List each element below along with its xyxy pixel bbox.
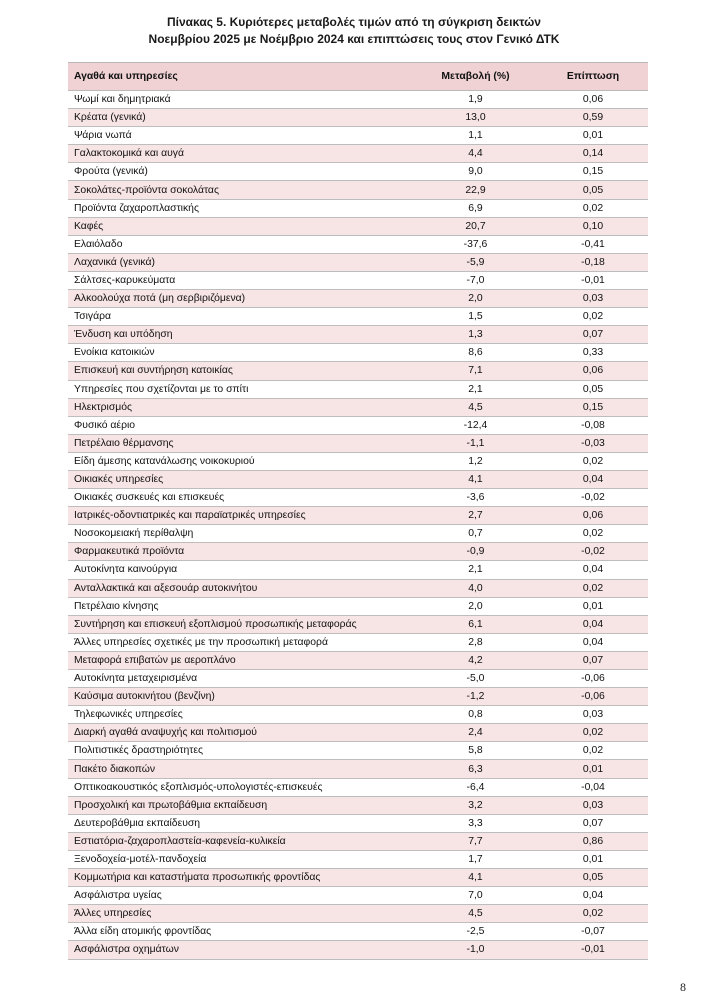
table-row <box>68 235 648 253</box>
cell-change: -5,9 <box>413 253 538 271</box>
table-row <box>68 416 648 434</box>
table-row <box>68 796 648 814</box>
cell-item: Ένδυση και υπόδηση <box>68 326 413 344</box>
cell-change: -3,6 <box>413 489 538 507</box>
cell-impact: -0,18 <box>538 253 648 271</box>
cell-change: 8,6 <box>413 344 538 362</box>
cell-item: Ιατρικές-οδοντιατρικές και παραϊατρικές υπηρεσίες <box>68 507 413 525</box>
cell-impact: 0,01 <box>538 850 648 868</box>
cell-item: Τηλεφωνικές υπηρεσίες <box>68 706 413 724</box>
table-row <box>68 398 648 416</box>
table-row <box>68 724 648 742</box>
table-row <box>68 561 648 579</box>
cell-change: 9,0 <box>413 163 538 181</box>
cell-impact: 0,10 <box>538 217 648 235</box>
cell-item: Καφές <box>68 217 413 235</box>
cell-item: Προσχολική και πρωτοβάθμια εκπαίδευση <box>68 796 413 814</box>
cell-item: Άλλα είδη ατομικής φροντίδας <box>68 923 413 941</box>
cell-change: 0,7 <box>413 525 538 543</box>
cell-impact: 0,07 <box>538 326 648 344</box>
cell-impact: 0,04 <box>538 470 648 488</box>
cell-impact: 0,06 <box>538 507 648 525</box>
cell-item: Ενοίκια κατοικιών <box>68 344 413 362</box>
table-row <box>68 941 648 959</box>
cell-impact: 0,02 <box>538 199 648 217</box>
cell-impact: 0,86 <box>538 832 648 850</box>
cell-change: 2,0 <box>413 597 538 615</box>
cell-item: Καύσιμα αυτοκινήτου (βενζίνη) <box>68 688 413 706</box>
table-row <box>68 760 648 778</box>
title-line-1: Πίνακας 5. Κυριότερες μεταβολές τιμών από τη σύγκριση δεικτών <box>167 15 541 29</box>
cell-change: 3,3 <box>413 814 538 832</box>
cell-impact: 0,04 <box>538 615 648 633</box>
cell-change: 6,9 <box>413 199 538 217</box>
cell-item: Σάλτσες-καρυκεύματα <box>68 271 413 289</box>
cell-item: Σοκολάτες-προϊόντα σοκολάτας <box>68 181 413 199</box>
table-row <box>68 651 648 669</box>
cell-impact: 0,59 <box>538 109 648 127</box>
title-line-2: Νοεμβρίου 2025 με Νοέμβριο 2024 και επιπτώσεις τους στον Γενικό ΔΤΚ <box>148 32 560 46</box>
table-row <box>68 253 648 271</box>
cell-item: Ψωμί και δημητριακά <box>68 91 413 109</box>
cell-item: Ασφάλιστρα υγείας <box>68 887 413 905</box>
cell-change: 6,1 <box>413 615 538 633</box>
cell-change: -5,0 <box>413 670 538 688</box>
header-goods-services: Αγαθά και υπηρεσίες <box>68 63 413 91</box>
cell-item: Διαρκή αγαθά αναψυχής και πολιτισμού <box>68 724 413 742</box>
cell-change: 4,2 <box>413 651 538 669</box>
table-row <box>68 362 648 380</box>
cell-item: Αυτοκίνητα μεταχειρισμένα <box>68 670 413 688</box>
cell-item: Οικιακές υπηρεσίες <box>68 470 413 488</box>
table-row <box>68 380 648 398</box>
cell-impact: 0,01 <box>538 127 648 145</box>
cell-item: Κρέατα (γενικά) <box>68 109 413 127</box>
table-row <box>68 778 648 796</box>
cell-impact: 0,14 <box>538 145 648 163</box>
cell-item: Μεταφορά επιβατών με αεροπλάνο <box>68 651 413 669</box>
cell-change: -2,5 <box>413 923 538 941</box>
cell-impact: 0,02 <box>538 742 648 760</box>
cell-impact: -0,41 <box>538 235 648 253</box>
table-row <box>68 271 648 289</box>
cell-change: 4,4 <box>413 145 538 163</box>
table-row <box>68 290 648 308</box>
table-row <box>68 923 648 941</box>
cell-change: 2,8 <box>413 633 538 651</box>
table-row <box>68 742 648 760</box>
cell-item: Φρούτα (γενικά) <box>68 163 413 181</box>
cell-change: 4,0 <box>413 579 538 597</box>
cell-change: 7,0 <box>413 887 538 905</box>
table-row <box>68 344 648 362</box>
cell-change: 7,7 <box>413 832 538 850</box>
cell-item: Ξενοδοχεία-μοτέλ-πανδοχεία <box>68 850 413 868</box>
table-row <box>68 470 648 488</box>
cell-impact: 0,04 <box>538 887 648 905</box>
cell-change: 1,9 <box>413 91 538 109</box>
cell-impact: 0,04 <box>538 561 648 579</box>
cell-impact: 0,01 <box>538 760 648 778</box>
cell-change: 4,1 <box>413 470 538 488</box>
cell-item: Οικιακές συσκευές και επισκευές <box>68 489 413 507</box>
cell-change: -0,9 <box>413 543 538 561</box>
table-row <box>68 489 648 507</box>
cell-item: Γαλακτοκομικά και αυγά <box>68 145 413 163</box>
cell-change: 1,2 <box>413 452 538 470</box>
table-row <box>68 308 648 326</box>
cell-impact: 0,07 <box>538 651 648 669</box>
cell-impact: -0,07 <box>538 923 648 941</box>
table-row <box>68 905 648 923</box>
cell-item: Πετρέλαιο θέρμανσης <box>68 434 413 452</box>
cell-change: -1,2 <box>413 688 538 706</box>
cell-change: 22,9 <box>413 181 538 199</box>
cell-change: 1,5 <box>413 308 538 326</box>
cell-change: -1,1 <box>413 434 538 452</box>
cell-item: Τσιγάρα <box>68 308 413 326</box>
cell-impact: 0,04 <box>538 633 648 651</box>
cell-change: 2,4 <box>413 724 538 742</box>
cell-impact: 0,02 <box>538 525 648 543</box>
table-row <box>68 181 648 199</box>
cell-item: Εστιατόρια-ζαχαροπλαστεία-καφενεία-κυλικεία <box>68 832 413 850</box>
table-row <box>68 597 648 615</box>
cell-impact: -0,06 <box>538 670 648 688</box>
table-row <box>68 688 648 706</box>
page-number: 8 <box>680 980 686 994</box>
cell-item: Προϊόντα ζαχαροπλαστικής <box>68 199 413 217</box>
cell-item: Συντήρηση και επισκευή εξοπλισμού προσωπικής μεταφοράς <box>68 615 413 633</box>
cell-impact: -0,02 <box>538 489 648 507</box>
table-row <box>68 452 648 470</box>
cell-item: Ψάρια νωπά <box>68 127 413 145</box>
table-row <box>68 869 648 887</box>
table-row <box>68 850 648 868</box>
cell-impact: -0,02 <box>538 543 648 561</box>
cell-impact: -0,06 <box>538 688 648 706</box>
cell-item: Ασφάλιστρα οχημάτων <box>68 941 413 959</box>
cell-change: 0,8 <box>413 706 538 724</box>
cell-change: 6,3 <box>413 760 538 778</box>
cell-item: Δευτεροβάθμια εκπαίδευση <box>68 814 413 832</box>
cell-impact: 0,03 <box>538 796 648 814</box>
cell-item: Άλλες υπηρεσίες σχετικές με την προσωπική μεταφορά <box>68 633 413 651</box>
table-row <box>68 507 648 525</box>
table-row <box>68 217 648 235</box>
cell-impact: 0,15 <box>538 163 648 181</box>
table-row <box>68 814 648 832</box>
cell-impact: 0,02 <box>538 308 648 326</box>
cell-impact: 0,02 <box>538 452 648 470</box>
table-row <box>68 887 648 905</box>
table-row <box>68 109 648 127</box>
cell-item: Πολιτιστικές δραστηριότητες <box>68 742 413 760</box>
table-row <box>68 434 648 452</box>
cell-change: 1,3 <box>413 326 538 344</box>
cell-change: 3,2 <box>413 796 538 814</box>
cell-item: Πακέτο διακοπών <box>68 760 413 778</box>
cell-impact: 0,15 <box>538 398 648 416</box>
cell-impact: -0,01 <box>538 941 648 959</box>
cell-item: Είδη άμεσης κατανάλωσης νοικοκυριού <box>68 452 413 470</box>
table-row <box>68 525 648 543</box>
table-row <box>68 326 648 344</box>
cell-change: 2,1 <box>413 380 538 398</box>
cell-change: 4,5 <box>413 398 538 416</box>
cell-impact: 0,01 <box>538 597 648 615</box>
cell-change: 4,5 <box>413 905 538 923</box>
cell-change: -37,6 <box>413 235 538 253</box>
cell-impact: 0,06 <box>538 91 648 109</box>
cell-change: 1,1 <box>413 127 538 145</box>
cell-item: Ελαιόλαδο <box>68 235 413 253</box>
cell-change: -7,0 <box>413 271 538 289</box>
cell-item: Άλλες υπηρεσίες <box>68 905 413 923</box>
table-row <box>68 199 648 217</box>
cell-impact: 0,02 <box>538 905 648 923</box>
cell-change: 2,0 <box>413 290 538 308</box>
table-header-row <box>68 63 648 91</box>
cell-item: Νοσοκομειακή περίθαλψη <box>68 525 413 543</box>
cell-impact: 0,05 <box>538 181 648 199</box>
cell-change: 2,7 <box>413 507 538 525</box>
header-impact: Επίπτωση <box>538 63 648 91</box>
cell-impact: 0,05 <box>538 380 648 398</box>
table-row <box>68 670 648 688</box>
table-row <box>68 163 648 181</box>
cell-change: -6,4 <box>413 778 538 796</box>
table-row <box>68 127 648 145</box>
cell-impact: 0,06 <box>538 362 648 380</box>
cell-change: 5,8 <box>413 742 538 760</box>
cell-item: Κομμωτήρια και καταστήματα προσωπικής φροντίδας <box>68 869 413 887</box>
table-row <box>68 91 648 109</box>
price-changes-table <box>68 62 648 960</box>
cell-item: Οπτικοακουστικός εξοπλισμός-υπολογιστές-επισκευές <box>68 778 413 796</box>
cell-impact: -0,08 <box>538 416 648 434</box>
cell-change: 13,0 <box>413 109 538 127</box>
cell-item: Πετρέλαιο κίνησης <box>68 597 413 615</box>
cell-impact: 0,07 <box>538 814 648 832</box>
cell-impact: -0,04 <box>538 778 648 796</box>
cell-change: -1,0 <box>413 941 538 959</box>
table-row <box>68 145 648 163</box>
cell-change: -12,4 <box>413 416 538 434</box>
cell-change: 2,1 <box>413 561 538 579</box>
cell-item: Φαρμακευτικά προϊόντα <box>68 543 413 561</box>
table-body <box>68 91 648 960</box>
table-row <box>68 832 648 850</box>
table-title <box>0 14 708 48</box>
cell-impact: -0,03 <box>538 434 648 452</box>
cell-item: Υπηρεσίες που σχετίζονται με το σπίτι <box>68 380 413 398</box>
cell-impact: 0,33 <box>538 344 648 362</box>
cell-item: Φυσικό αέριο <box>68 416 413 434</box>
table-row <box>68 706 648 724</box>
table-row <box>68 543 648 561</box>
cell-change: 4,1 <box>413 869 538 887</box>
cell-impact: -0,01 <box>538 271 648 289</box>
cell-item: Λαχανικά (γενικά) <box>68 253 413 271</box>
cell-change: 7,1 <box>413 362 538 380</box>
cell-change: 1,7 <box>413 850 538 868</box>
header-change-percent: Μεταβολή (%) <box>413 63 538 91</box>
cell-impact: 0,03 <box>538 290 648 308</box>
table-row <box>68 615 648 633</box>
table-row <box>68 579 648 597</box>
cell-item: Αλκοολούχα ποτά (μη σερβιριζόμενα) <box>68 290 413 308</box>
cell-impact: 0,02 <box>538 579 648 597</box>
cell-impact: 0,05 <box>538 869 648 887</box>
cell-item: Επισκευή και συντήρηση κατοικίας <box>68 362 413 380</box>
cell-change: 20,7 <box>413 217 538 235</box>
cell-item: Ηλεκτρισμός <box>68 398 413 416</box>
cell-impact: 0,03 <box>538 706 648 724</box>
cell-item: Αυτοκίνητα καινούργια <box>68 561 413 579</box>
cell-impact: 0,02 <box>538 724 648 742</box>
table-row <box>68 633 648 651</box>
cell-item: Ανταλλακτικά και αξεσουάρ αυτοκινήτου <box>68 579 413 597</box>
